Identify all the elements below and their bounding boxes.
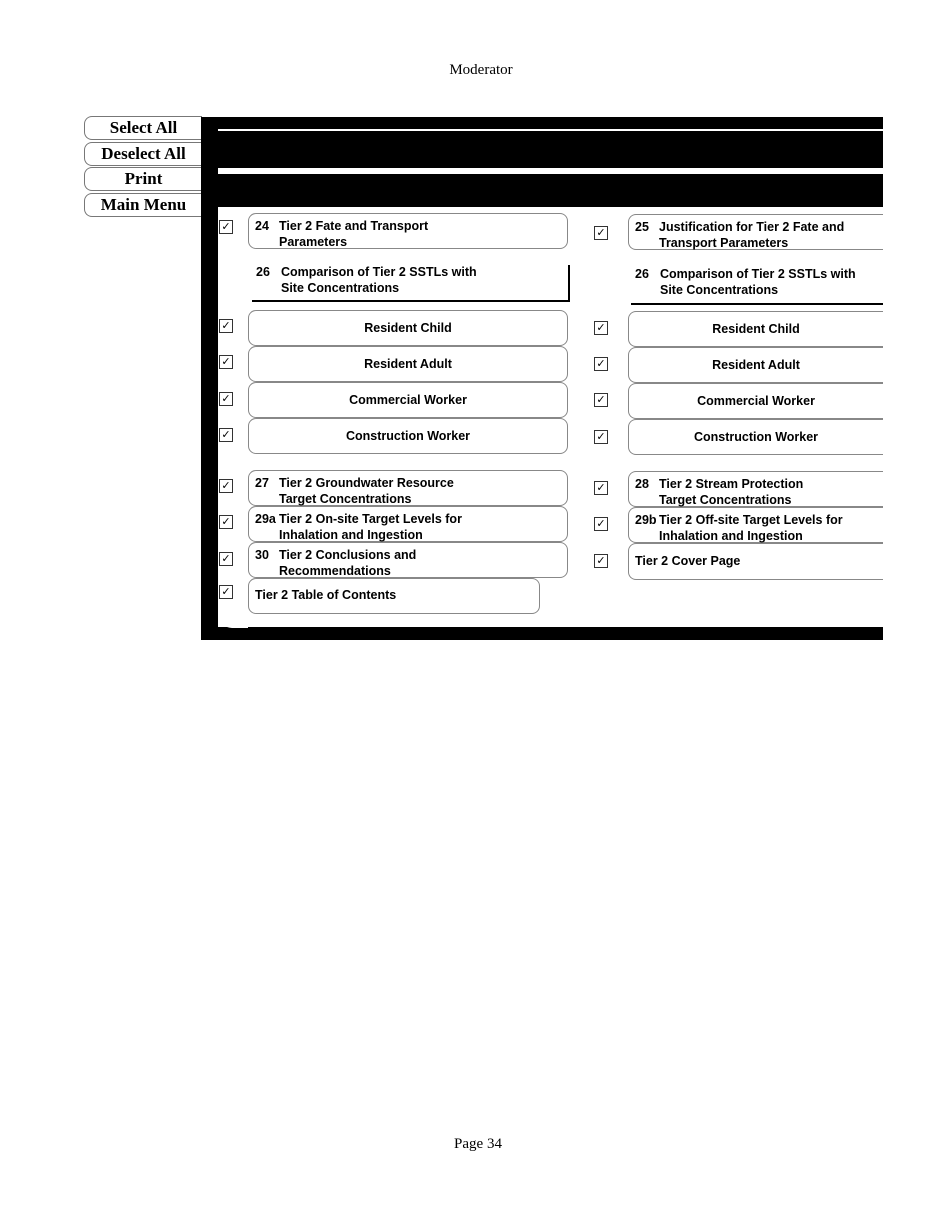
panel-frame-left [201,117,218,637]
deselect-all-button[interactable]: Deselect All [84,142,202,166]
item-label: Resident Child [364,321,452,335]
item-label: Commercial Worker [697,394,815,408]
section-26-right-header [631,267,883,305]
checkbox-30[interactable]: ✓ [219,552,233,566]
panel-frame-bottom [201,627,883,640]
section-26-left-header [252,265,570,302]
item-resident-child-left[interactable] [248,310,568,346]
item-label-line1: Justification for Tier 2 Fate and [659,220,845,234]
item-label: Resident Adult [364,357,452,371]
panel-subheader-bar [218,174,883,207]
section-number: 26 [635,267,649,281]
item-29a-on-site-target-levels[interactable] [248,506,568,542]
item-resident-adult-right[interactable] [628,347,883,383]
checkbox-construction-worker-left[interactable]: ✓ [219,428,233,442]
item-construction-worker-left[interactable] [248,418,568,454]
item-label: Commercial Worker [349,393,467,407]
item-label-line1: Tier 2 Off-site Target Levels for [659,513,843,527]
item-label: Tier 2 Table of Contents [255,588,397,602]
section-label-line1: Comparison of Tier 2 SSTLs with [281,265,477,279]
checkbox-resident-adult-left[interactable]: ✓ [219,355,233,369]
item-number: 24 [255,219,269,233]
item-label-line2: Parameters [279,235,348,249]
item-resident-adult-left[interactable] [248,346,568,382]
panel-frame-top [201,117,883,129]
item-tier2-cover-page[interactable] [628,543,883,580]
checkbox-resident-child-left[interactable]: ✓ [219,319,233,333]
item-label: Resident Adult [712,358,800,372]
checkbox-table-of-contents[interactable]: ✓ [219,585,233,599]
item-label-line2: Inhalation and Ingestion [659,529,803,543]
checkbox-28[interactable]: ✓ [594,481,608,495]
checkbox-27[interactable]: ✓ [219,479,233,493]
section-label-line2: Site Concentrations [660,283,779,297]
item-commercial-worker-left[interactable] [248,382,568,418]
item-tier2-table-of-contents[interactable] [248,578,540,614]
item-construction-worker-right[interactable] [628,419,883,455]
item-commercial-worker-right[interactable] [628,383,883,419]
section-label-line2: Site Concentrations [281,281,400,295]
section-number: 26 [256,265,270,279]
item-label: Tier 2 Cover Page [635,554,741,568]
item-label-line2: Recommendations [279,564,391,578]
item-label-line2: Target Concentrations [279,492,412,506]
panel-header-bar [218,131,883,168]
checkbox-cover-page[interactable]: ✓ [594,554,608,568]
item-24-fate-transport-parameters[interactable] [248,213,568,249]
checkbox-25[interactable]: ✓ [594,226,608,240]
item-number: 29a [255,512,276,526]
item-label-line1: Tier 2 On-site Target Levels for [279,512,462,526]
item-label: Construction Worker [345,429,471,443]
item-label-line1: Tier 2 Conclusions and [279,548,417,562]
select-all-button[interactable]: Select All [84,116,202,140]
item-label-line1: Tier 2 Fate and Transport [279,219,429,233]
item-number: 28 [635,477,649,491]
section-label-line1: Comparison of Tier 2 SSTLs with [660,267,856,281]
checkbox-construction-worker-right[interactable]: ✓ [594,430,608,444]
item-label: Resident Child [712,322,800,336]
item-29b-off-site-target-levels[interactable] [628,507,883,543]
checkbox-commercial-worker-left[interactable]: ✓ [219,392,233,406]
item-label-line1: Tier 2 Groundwater Resource [279,476,454,490]
item-number: 27 [255,476,269,490]
item-label: Construction Worker [693,430,819,444]
page-number: Page 34 [454,1136,502,1152]
checkbox-29a[interactable]: ✓ [219,515,233,529]
page-header-title: Moderator [449,62,513,78]
checkbox-commercial-worker-right[interactable]: ✓ [594,393,608,407]
item-label-line2: Target Concentrations [659,493,792,507]
checkbox-resident-child-right[interactable]: ✓ [594,321,608,335]
item-30-conclusions-recommendations[interactable] [248,542,568,578]
item-number: 29b [635,513,657,527]
item-28-stream-protection[interactable] [628,471,883,507]
checkbox-24[interactable]: ✓ [219,220,233,234]
main-menu-button[interactable]: Main Menu [84,193,202,217]
item-25-justification-fate-transport[interactable] [628,214,883,250]
item-label-line1: Tier 2 Stream Protection [659,477,804,491]
item-number: 30 [255,548,269,562]
checkbox-29b[interactable]: ✓ [594,517,608,531]
checkbox-resident-adult-right[interactable]: ✓ [594,357,608,371]
item-label-line2: Transport Parameters [659,236,789,250]
item-number: 25 [635,220,649,234]
print-button[interactable]: Print [84,167,202,191]
panel-frame-corner [218,606,248,628]
item-resident-child-right[interactable] [628,311,883,347]
item-27-groundwater-resource[interactable] [248,470,568,506]
item-label-line2: Inhalation and Ingestion [279,528,423,542]
